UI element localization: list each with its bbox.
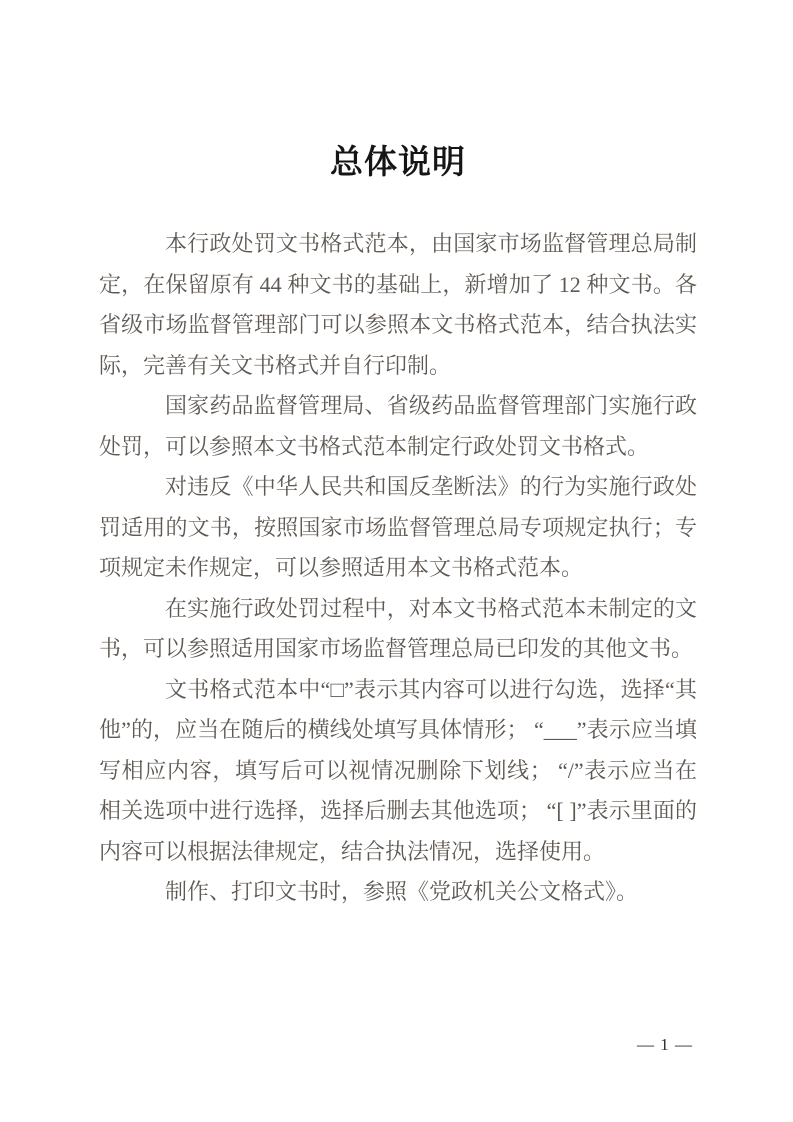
body-paragraph: 对违反《中华人民共和国反垄断法》的行为实施行政处罚适用的文书，按照国家市场监督管理总局专项规定执行；专项规定未作规定，可以参照适用本文书格式范本。 [99, 474, 697, 580]
body-paragraph: 本行政处罚文书格式范本，由国家市场监督管理总局制定，在保留原有 44 种文书的基础上，新增加了 12 种文书。各省级市场监督管理部门可以参照本文书格式范本，结合执法实际，完善有关文书格式并自行印制。 [99, 231, 697, 378]
body-paragraph: 文书格式范本中“□”表示其内容可以进行勾选，选择“其他”的，应当在随后的横线处填写具体情形； “___”表示应当填写相应内容，填写后可以视情况删除下划线； “/”表示应当在相关选项中进行选择，选择后删去其他选项； “[ ]”表示里面的内容可以根据法律规定，结合执法情况，选择使用。 [99, 676, 697, 864]
body-paragraph: 国家药品监督管理局、省级药品监督管理部门实施行政处罚，可以参照本文书格式范本制定行政处罚文书格式。 [99, 393, 697, 459]
document-title: 总体说明 [330, 145, 466, 181]
page-number: — 1 — [637, 1035, 693, 1054]
body-paragraph: 在实施行政处罚过程中，对本文书格式范本未制定的文书，可以参照适用国家市场监督管理总局已印发的其他文书。 [99, 595, 697, 661]
body-paragraph: 制作、打印文书时，参照《党政机关公文格式》。 [165, 879, 639, 904]
document-body [99, 224, 697, 913]
